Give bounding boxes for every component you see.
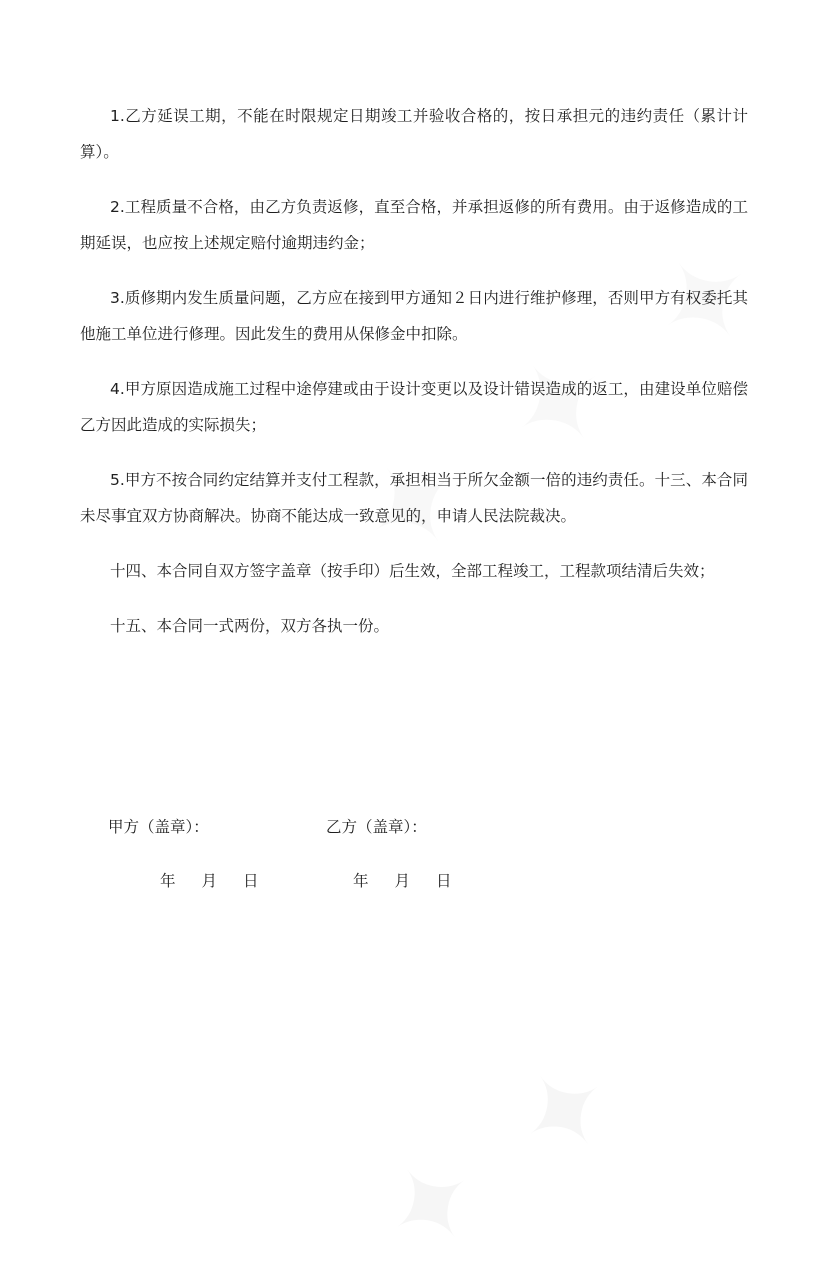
party-a-year-label: 年 — [160, 872, 176, 890]
clause-15: 十五、本合同一式两份，双方各执一份。 — [110, 617, 390, 635]
watermark-bottom — [358, 1024, 653, 1284]
clause-1: 1.乙方延误工期，不能在时限规定日期竣工并验收合格的，按日承担元的违约责任（累计计算）。 — [80, 107, 748, 161]
party-a-month-label: 月 — [201, 872, 218, 890]
signature-block — [108, 815, 668, 901]
party-a-seal-label: 甲方（盖章）： — [108, 818, 209, 836]
clause-3: 3.质修期内发生质量问题，乙方应在接到甲方通知２日内进行维护修理，否则甲方有权委托其他施工单位进行修理。因此发生的费用从保修金中扣除。 — [80, 289, 748, 343]
party-a-date — [160, 869, 285, 891]
clause-2: 2.工程质量不合格，由乙方负责返修，直至合格，并承担返修的所有费用。由于返修造成的工期延误，也应按上述规定赔付逾期违约金； — [80, 198, 748, 252]
document-body — [80, 98, 748, 663]
party-b-year-label: 年 — [353, 872, 369, 890]
clause-4: 4.甲方原因造成施工过程中途停建或由于设计变更以及设计错误造成的返工，由建设单位赔偿乙方因此造成的实际损失； — [80, 380, 748, 434]
clause-14: 十四、本合同自双方签字盖章（按手印）后生效，全部工程竣工，工程款项结清后失效； — [110, 562, 715, 580]
signature-row — [108, 815, 668, 847]
party-b-day-label: 日 — [436, 872, 452, 890]
party-b-month-label: 月 — [394, 872, 411, 890]
party-a-day-label: 日 — [243, 872, 259, 890]
date-row — [108, 869, 668, 901]
party-b-date — [353, 869, 478, 891]
clause-5: 5.甲方不按合同约定结算并支付工程款，承担相当于所欠金额一倍的违约责任。十三、本合同未尽事宜双方协商解决。协商不能达成一致意见的，申请人民法院裁决。 — [80, 471, 748, 525]
party-b-seal-label: 乙方（盖章）： — [326, 818, 427, 836]
